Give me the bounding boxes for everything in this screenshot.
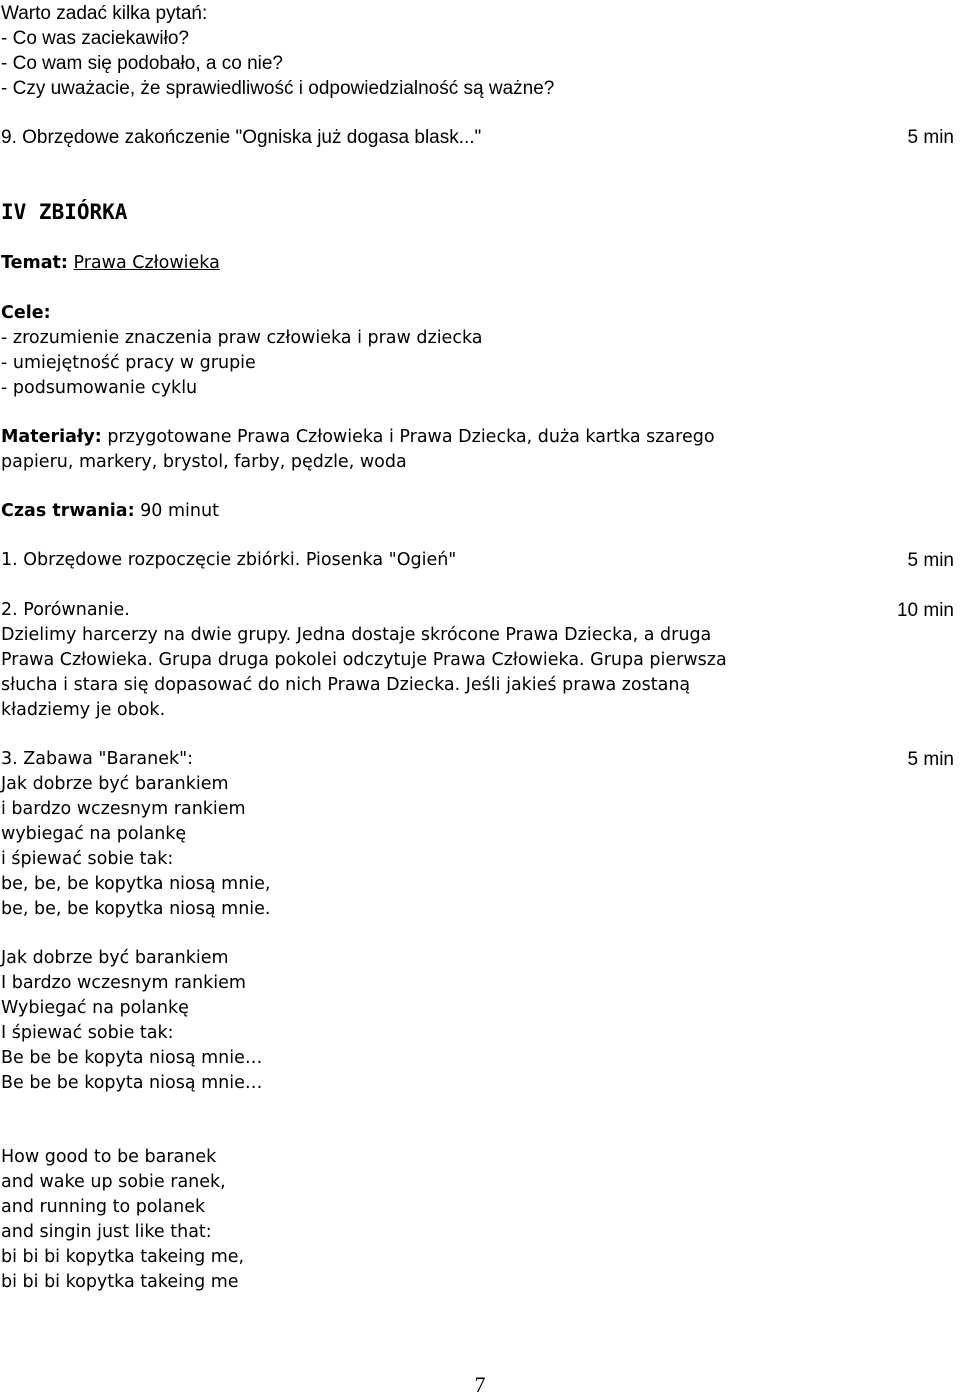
song-line-en: bi bi bi kopytka takeing me (1, 1272, 239, 1292)
step-9-text: 9. Obrzędowe zakończenie "Ogniska już dogasa blask..." (1, 127, 482, 148)
duration-line (1, 499, 219, 524)
song-line: i śpiewać sobie tak: (1, 849, 174, 869)
step-2-desc: kładziemy je obok. (1, 700, 166, 720)
page-number: 7 (474, 1372, 486, 1397)
question-item: - Czy uważacie, że sprawiedliwość i odpowiedzialność są ważne? (1, 78, 555, 99)
materials-text: przygotowane Prawa Człowieka i Prawa Dziecka, duża kartka szarego (107, 427, 715, 447)
step-2-desc: Dzielimy harcerzy na dwie grupy. Jedna dostaje skrócone Prawa Dziecka, a druga (1, 625, 712, 645)
song-line: wybiegać na polankę (1, 824, 187, 844)
step-2-desc: słucha i stara się dopasować do nich Prawa Dziecka. Jeśli jakieś prawa zostaną (1, 675, 691, 695)
materials-label: Materiały: (1, 427, 102, 447)
step-2-desc: Prawa Człowieka. Grupa druga pokolei odczytuje Prawa Człowieka. Grupa pierwsza (1, 650, 727, 670)
question-item: - Co wam się podobało, a co nie? (1, 53, 283, 74)
goals-label: Cele: (1, 303, 51, 323)
song-line-en: and wake up sobie ranek, (1, 1172, 226, 1192)
song-line: i bardzo wczesnym rankiem (1, 799, 246, 819)
duration-value: 90 minut (140, 501, 219, 521)
goal-item: - zrozumienie znaczenia praw człowieka i praw dziecka (1, 328, 483, 348)
song-line-en: How good to be baranek (1, 1147, 217, 1167)
song-line: be, be, be kopytka niosą mnie, (1, 874, 271, 894)
step-1-text: 1. Obrzędowe rozpoczęcie zbiórki. Piosenka "Ogień" (1, 550, 457, 570)
step-2-time: 10 min (896, 600, 954, 621)
goal-item: - umiejętność pracy w grupie (1, 353, 256, 373)
materials-line (1, 425, 715, 450)
topic-label: Temat: (1, 253, 68, 273)
questions-heading: Warto zadać kilka pytań: (1, 3, 208, 24)
topic-value: Prawa Człowieka (73, 253, 220, 273)
song-line: Be be be kopyta niosą mnie… (1, 1048, 263, 1068)
song-line: I bardzo wczesnym rankiem (1, 973, 246, 993)
song-line: I śpiewać sobie tak: (1, 1023, 174, 1043)
step-3-time: 5 min (907, 749, 954, 770)
song-line: Be be be kopyta niosą mnie… (1, 1073, 263, 1093)
song-line-en: and running to polanek (1, 1197, 206, 1217)
step-3-text: 3. Zabawa "Baranek": (1, 749, 194, 769)
step-1-time: 5 min (907, 550, 954, 571)
step-9-time: 5 min (907, 127, 954, 148)
topic-line (1, 251, 220, 276)
materials-text-cont: papieru, markery, brystol, farby, pędzle, woda (1, 452, 407, 472)
song-line-en: and singin just like that: (1, 1222, 212, 1242)
meeting-title: IV ZBIÓRKA (1, 200, 128, 224)
step-2-text: 2. Porównanie. (1, 600, 130, 620)
song-line: Jak dobrze być barankiem (1, 774, 229, 794)
question-item: - Co was zaciekawiło? (1, 28, 189, 49)
song-line-en: bi bi bi kopytka takeing me, (1, 1247, 245, 1267)
duration-label: Czas trwania: (1, 501, 135, 521)
song-line: Jak dobrze być barankiem (1, 948, 229, 968)
goal-item: - podsumowanie cyklu (1, 378, 198, 398)
song-line: Wybiegać na polankę (1, 998, 189, 1018)
song-line: be, be, be kopytka niosą mnie. (1, 899, 271, 919)
